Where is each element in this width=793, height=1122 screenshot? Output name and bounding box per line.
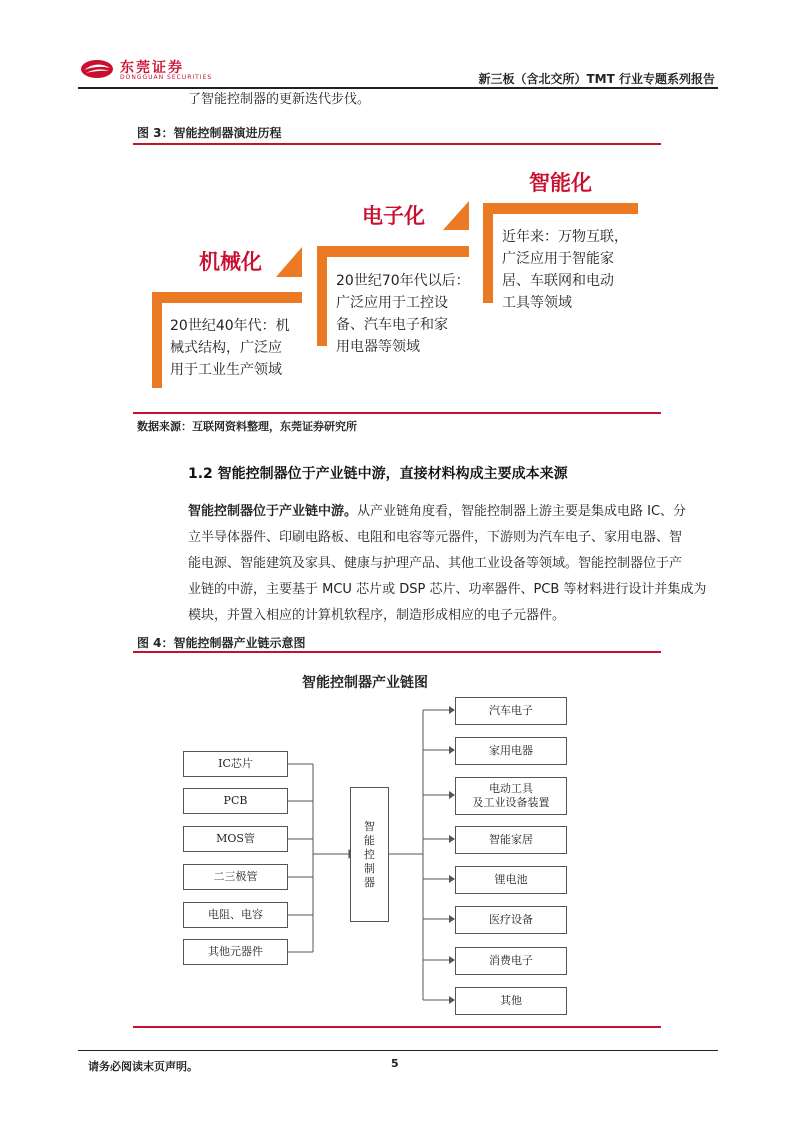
stage1-arrow — [276, 247, 302, 277]
brand-name-en: DONGGUAN SECURITIES — [120, 74, 213, 81]
upstream-pcb: PCB — [183, 788, 288, 814]
upstream-other-components: 其他元器件 — [183, 939, 288, 965]
disclaimer-notice: 请务必阅读末页声明。 — [88, 1060, 198, 1073]
stage1-title: 机械化 — [199, 250, 262, 274]
stage2-desc: 20世纪70年代以后： 广泛应用于工控设 备、汽车电子和家 用电器等领域 — [336, 273, 470, 355]
brand-logo-icon — [80, 58, 114, 80]
figure4-top-rule — [133, 651, 661, 653]
figure4-bottom-rule — [133, 1026, 661, 1028]
stage2-arrow — [443, 201, 469, 230]
stage2-title: 电子化 — [362, 204, 425, 228]
brand-name: 东莞证券 — [120, 60, 184, 76]
figure3-bottom-rule — [133, 412, 661, 414]
downstream-smart-home: 智能家居 — [455, 826, 567, 854]
stage2-left-bar — [317, 246, 327, 346]
downstream-home-appliances: 家用电器 — [455, 737, 567, 765]
center-smart-controller: 智 能 控 制 器 — [350, 787, 389, 922]
figure4-caption: 图 4：智能控制器产业链示意图 — [137, 636, 306, 650]
section-paragraph: 智能控制器位于产业链中游。从产业链角度看，智能控制器上游主要是集成电路 IC、分 立半导体器件、印刷电路板、电阻和电容等元器件，下游则为汽车电子、家用电器、智 能电源、智能建筑及家具、健康与护理产品、其他工业设备等领域。智能控制器位于产 业链的中游，主要基于 MCU 芯片或 DSP 芯片、功率器件、PCB 等材料进行设计并集成为 模块，并置入相应的计算机软程序，制造形成相应的电子元器件。 — [188, 504, 707, 623]
downstream-medical-devices: 医疗设备 — [455, 906, 567, 934]
header-divider — [78, 87, 718, 89]
intro-line: 了智能控制器的更新迭代步伐。 — [188, 92, 371, 107]
section-heading: 1.2 智能控制器位于产业链中游，直接材料构成主要成本来源 — [188, 466, 568, 482]
downstream-power-tools: 电动工具 及工业设备装置 — [455, 777, 567, 815]
paragraph-lead: 智能控制器位于产业链中游。 — [188, 504, 358, 519]
downstream-auto-electronics: 汽车电子 — [455, 697, 567, 725]
stage1-desc: 20世纪40年代：机 械式结构，广泛应 用于工业生产领域 — [170, 318, 290, 378]
report-title: 新三板（含北交所）TMT 行业专题系列报告 — [478, 72, 715, 86]
page-number: 5 — [391, 1057, 399, 1070]
stage2-top-bar — [317, 246, 469, 257]
footer-divider — [78, 1050, 718, 1051]
stage3-top-bar — [483, 203, 638, 214]
stage3-desc: 近年来：万物互联， 广泛应用于智能家 居、车联网和电动 工具等领域 — [502, 229, 628, 311]
stage1-top-bar — [152, 292, 302, 303]
figure3-top-rule — [133, 143, 661, 145]
upstream-diode-transistor: 二三极管 — [183, 864, 288, 890]
downstream-others: 其他 — [455, 987, 567, 1015]
figure3-source: 数据来源：互联网资料整理，东莞证券研究所 — [137, 420, 357, 433]
downstream-consumer-electronics: 消费电子 — [455, 947, 567, 975]
stage3-title: 智能化 — [529, 171, 592, 195]
chain-chart-title: 智能控制器产业链图 — [302, 675, 428, 691]
upstream-ic-chip: IC芯片 — [183, 751, 288, 777]
stage3-left-bar — [483, 203, 493, 303]
upstream-mos: MOS管 — [183, 826, 288, 852]
stage1-left-bar — [152, 292, 162, 388]
figure3-caption: 图 3：智能控制器演进历程 — [137, 126, 282, 140]
downstream-lithium-battery: 锂电池 — [455, 866, 567, 894]
upstream-resistor-capacitor: 电阻、电容 — [183, 902, 288, 928]
